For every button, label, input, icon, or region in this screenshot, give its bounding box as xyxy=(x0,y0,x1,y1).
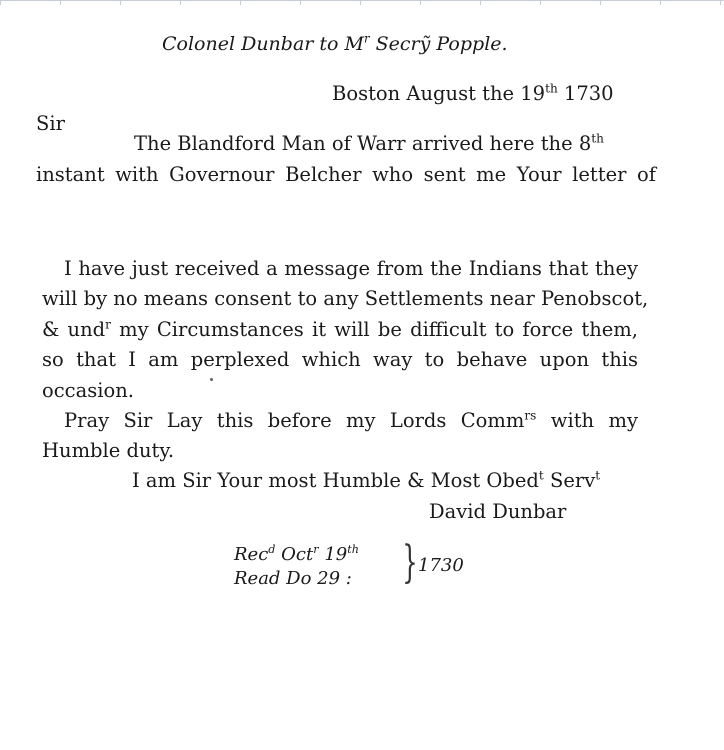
para2-line1-text: I have just received a message from the Indians that they xyxy=(64,257,638,280)
heading-text-end: Popple. xyxy=(430,33,508,55)
para1-line1 xyxy=(134,132,604,156)
endorsement-read: Read Do 29 : xyxy=(234,568,352,589)
salutation: Sir xyxy=(36,112,65,135)
letter-heading xyxy=(162,32,508,56)
dateline-year: 1730 xyxy=(557,82,614,105)
para2-line5: occasion. xyxy=(42,379,134,402)
closing-text: I am Sir Your most Humble & Most Obed xyxy=(132,469,539,492)
endorsement-day: 19 xyxy=(318,544,348,565)
signature: David Dunbar xyxy=(429,500,567,523)
heading-ytilde: ỹ xyxy=(419,33,431,55)
dateline-text: Boston August the 19 xyxy=(332,82,546,105)
stray-mark xyxy=(210,378,213,381)
endorsement-oct: Oct xyxy=(275,544,314,565)
dateline xyxy=(332,82,614,106)
endorsement-rec-sup: d xyxy=(268,543,276,557)
closing-superscript-2: t xyxy=(595,468,601,483)
para1-line1-text: The Blandford Man of Warr arrived here the 8 xyxy=(134,132,592,155)
top-ruler xyxy=(0,0,724,5)
endorsement-brace: } xyxy=(402,537,418,588)
para2-line1 xyxy=(64,257,638,281)
endorsement-rec: Rec xyxy=(234,544,269,565)
para3-line2: Humble duty. xyxy=(42,439,175,462)
closing-line xyxy=(132,469,600,493)
para2-line3 xyxy=(42,318,638,342)
para3-line1-text: Pray Sir Lay this before my Lords Comm xyxy=(64,409,525,432)
heading-superscript: r xyxy=(363,31,370,46)
para2-line3-text: & und xyxy=(42,318,106,341)
para1-line2: instant with Governour Belcher who sent me Your letter of xyxy=(36,163,656,186)
closing-superscript-1: t xyxy=(538,468,544,483)
heading-text: Colonel Dunbar to M xyxy=(162,33,364,55)
dateline-superscript: th xyxy=(545,81,558,96)
para3-superscript: rs xyxy=(524,408,537,423)
para2-superscript: r xyxy=(105,317,111,332)
para3-line1-text-end: with my xyxy=(536,409,638,432)
para1-superscript: th xyxy=(591,131,604,146)
para3-line1 xyxy=(64,409,638,433)
endorsement-day-sup: th xyxy=(347,543,359,557)
closing-text-mid: Serv xyxy=(543,469,596,492)
para2-line2: will by no means consent to any Settlements near Penobscot, xyxy=(42,287,649,310)
heading-text-mid: Secr xyxy=(369,33,420,55)
endorsement-received xyxy=(234,543,359,567)
para2-line3-text-end: my Circumstances it will be difficult to force them, xyxy=(110,318,638,341)
endorsement-year: 1730 xyxy=(418,555,464,576)
para2-line4: so that I am perplexed which way to behave upon this xyxy=(42,348,638,371)
endorsement-oct-sup: r xyxy=(313,543,319,557)
